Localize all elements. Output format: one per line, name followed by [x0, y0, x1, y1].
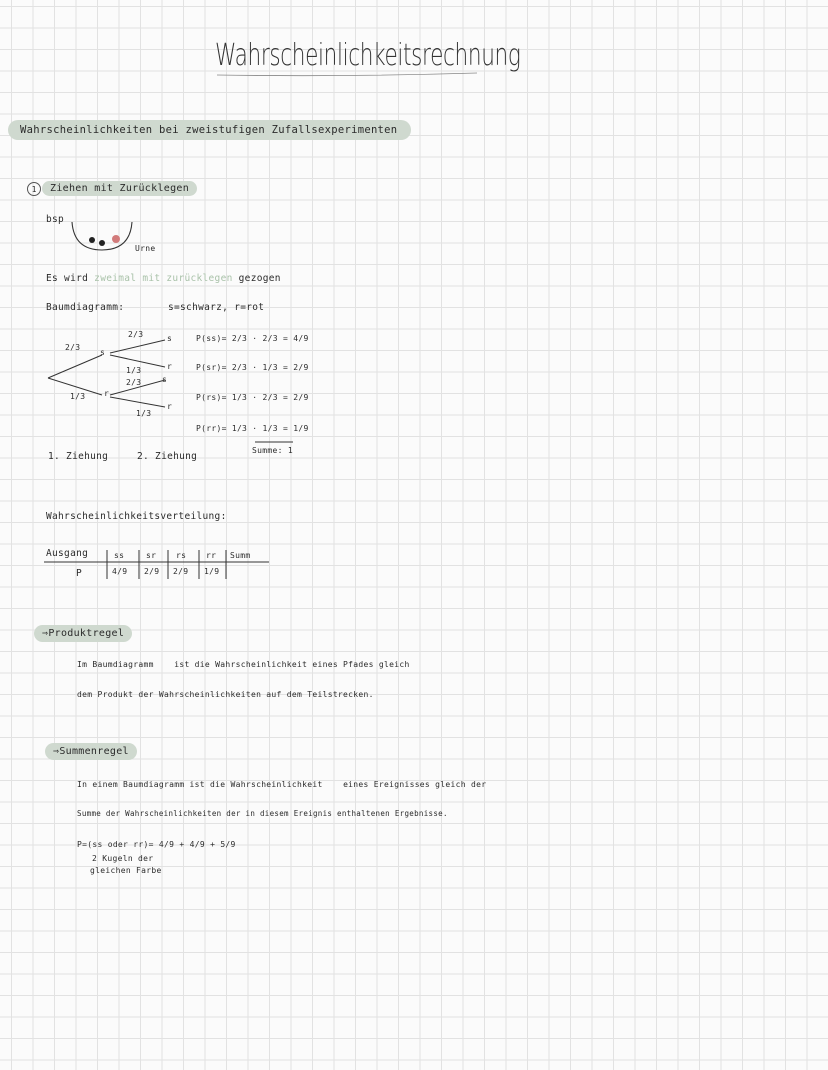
prob-factor-a: 1/3: [231, 393, 248, 402]
ball-red: [112, 235, 120, 243]
produktregel-line2: dem Produkt der Wahrscheinlichkeiten auf dem Teilstrecken.: [77, 690, 374, 699]
prob-row: P(rr)= 1/3 · 1/3 = 1/9: [196, 424, 309, 433]
example-label: bsp: [46, 214, 65, 225]
prob-factor-b: 1/3: [262, 424, 278, 433]
summe-rule: [255, 441, 295, 445]
prob-label: P(sr)=: [196, 363, 227, 372]
formula-term: 4/9: [158, 840, 175, 849]
table-value: 2/9: [144, 567, 160, 576]
tree-diagram: [40, 325, 200, 435]
prob-result: 2/9: [293, 363, 309, 372]
formula-term: 4/9: [189, 840, 205, 849]
produktregel-line1-b: ist die Wahrscheinlichkeit eines Pfades gleich: [174, 660, 410, 669]
table-col-header: rs: [176, 551, 187, 560]
formula-term: 5/9: [220, 840, 236, 849]
verteilung-heading: Wahrscheinlichkeitsverteilung:: [46, 511, 227, 522]
prob-factor-a: 2/3: [231, 363, 248, 372]
summe-label: Summe: 1: [252, 446, 293, 455]
prob-result: 1/9: [293, 424, 309, 433]
tree-leaf-rs: s: [162, 375, 168, 384]
tree-leaf-rr: r: [167, 402, 173, 411]
prob-factor-a: 1/3: [231, 424, 248, 433]
summenregel-formula: P=(ss oder rr)= 4/9 + 4/9 + 5/9: [77, 840, 236, 849]
tree-node-s: s: [100, 348, 106, 357]
produktregel-line1: [77, 660, 410, 669]
table-value: 1/9: [204, 567, 220, 576]
summenregel-line2: Summe der Wahrscheinlichkeiten der in diesem Ereignis enthaltenen Ergebnisse.: [77, 809, 448, 818]
section-heading: Wahrscheinlichkeiten bei zweistufigen Zufallsexperimenten: [8, 120, 411, 140]
summenregel-line1-a: In einem Baumdiagramm ist die Wahrscheinlichkeit: [77, 780, 323, 789]
summenregel-line1: [77, 780, 486, 789]
ziehung-1-label: 1. Ziehung: [48, 451, 109, 462]
prob-factor-a: 2/3: [231, 334, 248, 343]
produktregel-heading: ⇒Produktregel: [34, 625, 132, 642]
table-col-header: ss: [114, 551, 125, 560]
tree-prob-sr: 1/3: [126, 366, 142, 375]
example-sentence: [46, 273, 281, 284]
urn-drawing: [70, 220, 140, 260]
prob-result: 4/9: [293, 334, 309, 343]
tree-leaf-ss: s: [167, 334, 173, 343]
ziehung-2-label: 2. Ziehung: [137, 451, 198, 462]
prob-row: P(rs)= 1/3 · 2/3 = 2/9: [196, 393, 309, 402]
title-underline: [215, 71, 485, 79]
produktregel-line1-a: Im Baumdiagramm: [77, 660, 154, 669]
prob-row: P(sr)= 2/3 · 1/3 = 2/9: [196, 363, 309, 372]
prob-result: 2/9: [293, 393, 309, 402]
prob-label: P(rs)=: [196, 393, 227, 402]
ball-black-2: [99, 240, 105, 246]
prob-label: P(ss)=: [196, 334, 227, 343]
sentence-green: zweimal mit zurücklegen: [94, 273, 233, 284]
tree-prob-ss: 2/3: [128, 330, 144, 339]
formula-note-1: 2 Kugeln der: [92, 854, 154, 863]
sentence-post: gezogen: [238, 273, 281, 284]
ball-black-1: [89, 237, 95, 243]
baumdiagramm-label: Baumdiagramm:: [46, 302, 125, 313]
prob-factor-b: 2/3: [262, 334, 278, 343]
table-col-header: sr: [146, 551, 157, 560]
prob-factor-b: 1/3: [262, 363, 278, 372]
table-col-header: Summ: [230, 551, 251, 560]
verteilung-row1-label: Ausgang: [46, 548, 89, 559]
tree-leaf-sr: r: [167, 362, 173, 371]
sentence-pre: Es wird: [46, 273, 89, 284]
prob-row: P(ss)= 2/3 · 2/3 = 4/9: [196, 334, 309, 343]
summenregel-heading: ⇒Summenregel: [45, 743, 137, 760]
tree-prob-rs: 2/3: [126, 378, 142, 387]
subsection-number-text: 1: [31, 184, 37, 194]
prob-label: P(rr)=: [196, 424, 227, 433]
prob-factor-b: 2/3: [262, 393, 278, 402]
urn-label: Urne: [135, 244, 156, 253]
page-title: Wahrscheinlichkeitsrechnung: [215, 38, 521, 73]
color-legend: s=schwarz, r=rot: [168, 302, 265, 313]
table-value: 4/9: [112, 567, 128, 576]
tree-prob-r: 1/3: [70, 392, 86, 401]
tree-prob-s: 2/3: [65, 343, 81, 352]
tree-prob-rr: 1/3: [136, 409, 152, 418]
verteilung-row2-label: P: [76, 568, 83, 579]
table-col-header: rr: [206, 551, 217, 560]
formula-note-2: gleichen Farbe: [90, 866, 162, 875]
table-value: 2/9: [173, 567, 189, 576]
formula-label: P=(ss oder rr)=: [77, 840, 154, 849]
subsection-heading: Ziehen mit Zurücklegen: [42, 181, 197, 196]
subsection-number: [27, 182, 41, 196]
summenregel-line1-b: eines Ereignisses gleich der: [343, 780, 487, 789]
tree-node-r: r: [104, 389, 110, 398]
